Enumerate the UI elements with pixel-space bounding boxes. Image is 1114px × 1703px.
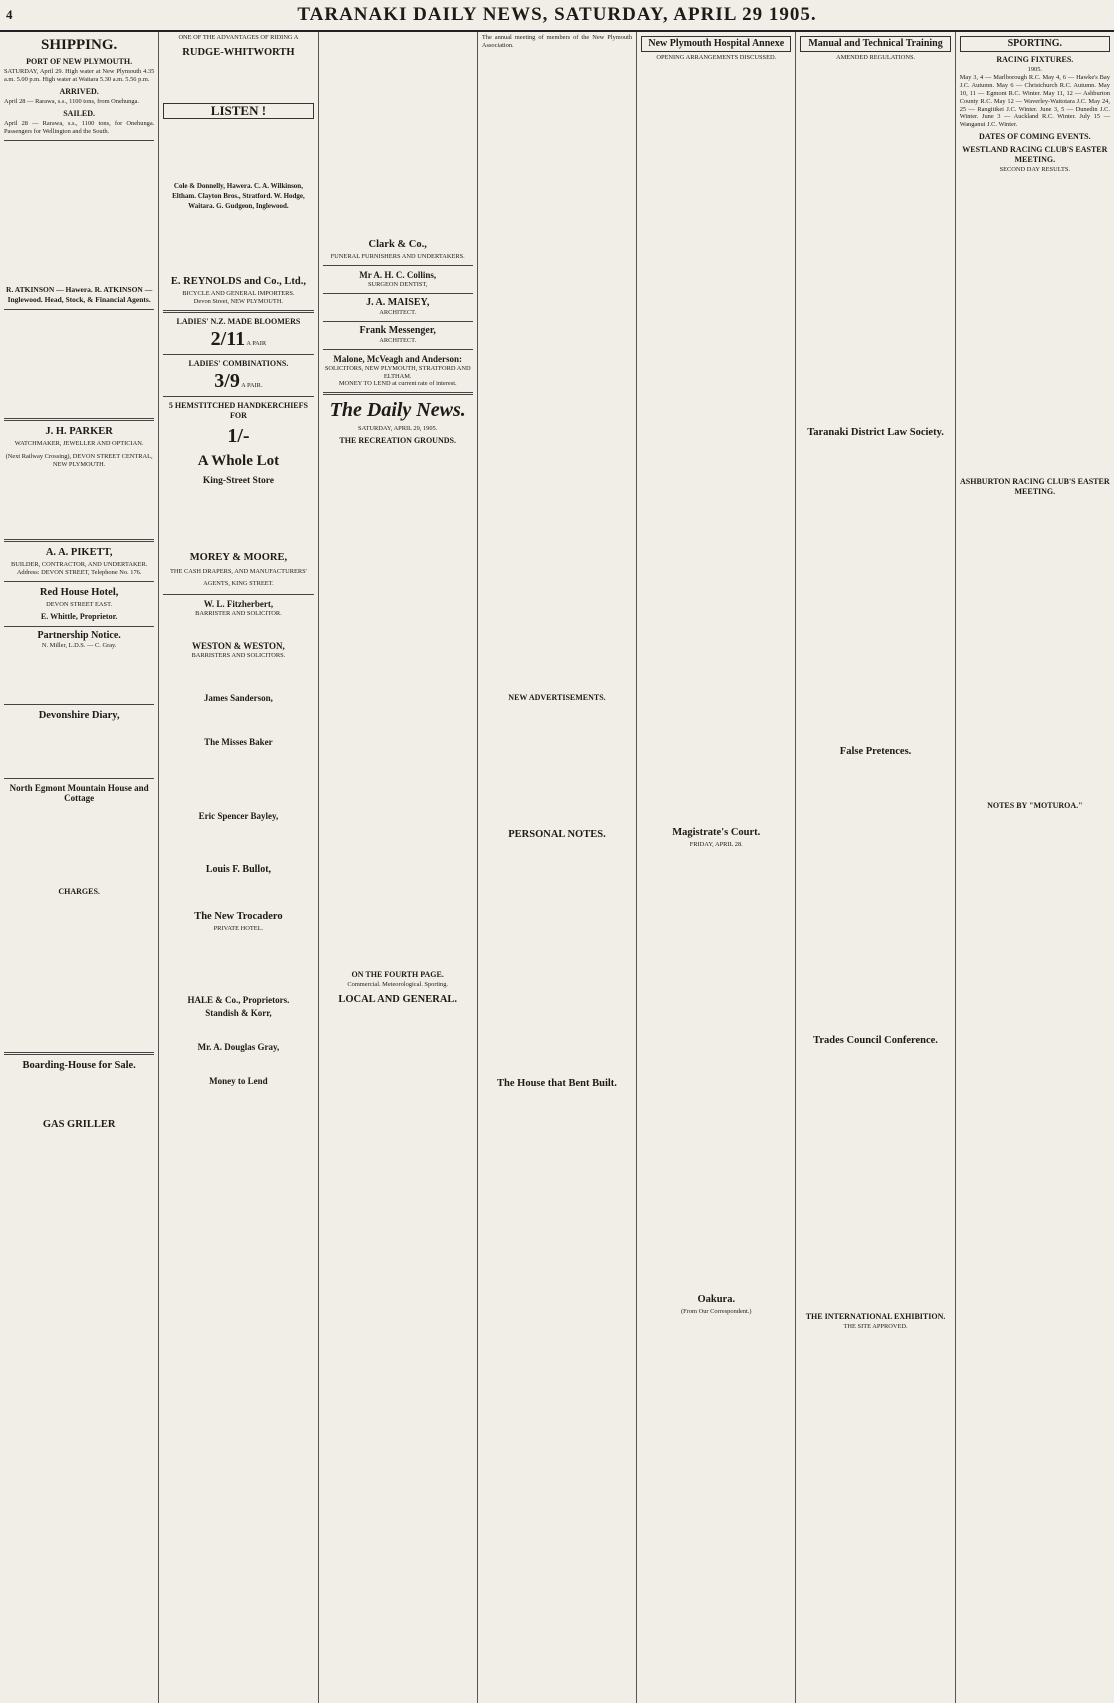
morey-heading: MOREY & MOORE, (189, 551, 288, 563)
sanderson-heading: James Sanderson, (203, 692, 273, 703)
divider (163, 310, 313, 313)
leader-heading: THE RECREATION GROUNDS. (339, 436, 456, 446)
pikett-subheading: BUILDER, CONTRACTOR, AND UNDERTAKER. (10, 561, 148, 569)
bloomers-price-unit: A PAIR (246, 339, 267, 347)
messenger-subheading: ARCHITECT. (379, 336, 417, 344)
divider (4, 704, 154, 705)
column-3 (319, 32, 478, 1703)
law-society-heading: Taranaki District Law Society. (807, 426, 944, 438)
new-advertisements-heading: NEW ADVERTISEMENTS. (508, 692, 606, 702)
messenger-heading: Frank Messenger, (359, 324, 436, 336)
parker-heading: J. H. PARKER (45, 425, 113, 437)
westland-subheading: SECOND DAY RESULTS. (999, 166, 1071, 174)
sporting-heading: SPORTING. (960, 36, 1110, 52)
column-5 (637, 32, 796, 1703)
hale-heading: HALE & Co., Proprietors. (187, 995, 290, 1006)
racing-fixtures-year: 1905. (1027, 66, 1043, 73)
divider (4, 626, 154, 627)
notes-heading: NOTES BY "MOTUROA." (987, 801, 1083, 811)
fitzherbert-subheading: BARRISTER AND SOLICITOR. (195, 609, 282, 617)
trades-council-heading: Trades Council Conference. (813, 1034, 938, 1046)
divider (323, 321, 473, 322)
rudge-heading: RUDGE-WHITWORTH (182, 46, 295, 58)
fourth-page-heading: ON THE FOURTH PAGE. (351, 970, 444, 980)
rudge-subheading: ONE OF THE ADVANTAGES OF RIDING A (178, 34, 299, 41)
partnership-names: N. Miller, L.D.S. — C. Gray. (41, 641, 117, 649)
paper-date: SATURDAY, APRIL 29, 1905. (358, 425, 438, 433)
magistrate-heading: Magistrate's Court. (672, 826, 761, 838)
trocadero-heading: The New Trocadero (194, 910, 283, 922)
handkerchiefs-price: 1/- (227, 424, 250, 447)
divider (323, 293, 473, 294)
money-to-lend-note: MONEY TO LEND at current rate of interest. (338, 380, 457, 388)
pikett-address: Address: DEVON STREET, Telephone No. 176. (16, 569, 142, 577)
divider (323, 349, 473, 350)
columns (0, 32, 1114, 1703)
whole-lot-heading: A Whole Lot (197, 452, 280, 469)
whittle-proprietor: E. Whittle, Proprietor. (40, 611, 118, 621)
parker-subheading: WATCHMAKER, JEWELLER AND OPTICIAN. (14, 439, 144, 447)
stock-agents: R. ATKINSON — Hawera. R. ATKINSON — Inglewood. Head, Stock, & Financial Agents. (6, 284, 153, 304)
bullot-heading: Louis F. Bullot, (205, 863, 272, 875)
boarding-heading: Boarding-House for Sale. (22, 1059, 136, 1071)
personal-notes-heading: PERSONAL NOTES. (508, 828, 606, 840)
trocadero-subheading: PRIVATE HOTEL. (213, 924, 264, 932)
divider (323, 265, 473, 266)
shipping-columns-text (4, 145, 154, 285)
manual-training-subheading: AMENDED REGULATIONS. (835, 54, 916, 61)
divider (4, 778, 154, 779)
theatre-note: The annual meeting of members of the New Plymouth Association. (481, 34, 633, 49)
westland-heading: WESTLAND RACING CLUB'S EASTER MEETING. (962, 145, 1108, 165)
reynolds-address: Devon Street, NEW PLYMOUTH. (193, 297, 284, 305)
paper-nameplate: The Daily News. (329, 399, 466, 422)
pikett-heading: A. A. PIKETT, (45, 547, 113, 559)
sailed-text: April 28 — Rarawa, s.s., 1100 tons, for Onehunga. Passengers for Wellington and the South. (4, 119, 155, 135)
house-bent-heading: The House that Bent Built. (497, 1077, 617, 1089)
clark-subheading: FUNERAL FURNISHERS AND UNDERTAKERS. (330, 253, 465, 260)
magistrate-date: FRIDAY, APRIL 28. (689, 840, 743, 848)
collins-subheading: SURGEON DENTIST, (367, 280, 428, 288)
collins-heading: Mr A. H. C. Collins, (359, 269, 437, 280)
column-4 (478, 32, 637, 1703)
malone-subheading: SOLICITORS, NEW PLYMOUTH, STRATFORD AND ELTHAM. (324, 364, 471, 380)
hospital-subheading: OPENING ARRANGEMENTS DISCUSSED. (656, 54, 777, 61)
combinations-price-unit: A PAIR. (241, 381, 263, 389)
king-street-store: King-Street Store (202, 475, 274, 486)
standish-heading: Standish & Korr, (205, 1008, 272, 1019)
newspaper-title: TARANAKI DAILY NEWS, SATURDAY, APRIL 29 1905. (297, 4, 817, 25)
oakura-heading: Oakura. (697, 1293, 736, 1305)
column-2 (159, 32, 318, 1703)
exhibition-heading: THE INTERNATIONAL EXHIBITION. (805, 1311, 946, 1321)
page-number: 4 (6, 7, 14, 22)
false-pretences-heading: False Pretences. (839, 745, 912, 757)
handkerchiefs-label: 5 HEMSTITCHED HANDKERCHIEFS FOR (168, 400, 308, 420)
arrived-text: April 28 — Rarawa, s.s., 1100 tons, from Onehunga. (4, 97, 140, 105)
divider (323, 392, 473, 395)
fourth-page-items: Commercial. Meteorological. Sporting. (347, 981, 449, 989)
clark-heading: Clark & Co., (368, 239, 427, 250)
fitzherbert-heading: W. L. Fitzherbert, (203, 598, 274, 609)
exhibition-subheading: THE SITE APPROVED. (843, 1322, 908, 1330)
maisey-heading: J. A. MAISEY, (366, 296, 430, 308)
gas-griller-heading: GAS GRILLER (42, 1118, 116, 1130)
divider (163, 396, 313, 397)
sailed-heading: SAILED. (63, 108, 96, 118)
bloomers-label: LADIES' N.Z. MADE BLOOMERS (176, 316, 301, 326)
manual-training-heading: Manual and Technical Training (800, 36, 950, 52)
reynolds-subheading: BICYCLE AND GENERAL IMPORTERS. (182, 289, 295, 297)
tide-table: SATURDAY, April 29. High water at New Plymouth 4.35 a.m. 5.00 p.m. High water at Waitara 5.30 a.m. 5.56 p.m. (4, 68, 155, 83)
racing-fixtures-heading: RACING FIXTURES. (996, 55, 1074, 64)
gray-heading: Mr. A. Douglas Gray, (197, 1042, 280, 1053)
morey-subheading: THE CASH DRAPERS, AND MANUFACTURERS' AGENTS, KING STREET. (169, 567, 307, 587)
racing-fixtures-list: May 3, 4 — Marlborough R.C. May 4, 6 — Hawke's Bay J.C. Autumn. May 6 — Christchurch R.C. Autumn. May 10, 11 — Egmont R.C. Winter. May 11, 12 — Ashburton County R.C. May 12 — Waverley-Waitotara J.C. May 24, 25 — Rangitikei J.C. Winter. June 3, 5 — Dunedin J.C. Winter. June 3 — Auckland R.C. Winter. July 15 — Wanganui J.C. Winter. (959, 73, 1110, 129)
devonshire-heading: Devonshire Diary, (38, 709, 120, 721)
ashburton-heading: ASHBURTON RACING CLUB'S EASTER MEETING. (960, 477, 1110, 497)
arrived-heading: ARRIVED. (59, 86, 99, 96)
column-1 (0, 32, 159, 1703)
bayley-heading: Eric Spencer Bayley, (198, 810, 279, 821)
divider (163, 354, 313, 355)
redhouse-heading: Red House Hotel, (39, 587, 119, 599)
maisey-subheading: ARCHITECT. (379, 308, 417, 316)
divider (4, 140, 154, 141)
local-general-heading: LOCAL AND GENERAL. (338, 994, 458, 1006)
listen-heading: LISTEN ! (163, 103, 313, 119)
column-6 (796, 32, 955, 1703)
egmont-heading: North Egmont Mountain House and Cottage (9, 782, 149, 803)
divider (4, 581, 154, 582)
masthead (0, 0, 1114, 32)
divider (4, 1052, 154, 1055)
charges-heading: CHARGES. (58, 886, 100, 896)
malone-heading: Malone, McVeagh and Anderson: (333, 353, 463, 364)
column-7 (956, 32, 1114, 1703)
divider (4, 309, 154, 310)
hospital-heading: New Plymouth Hospital Annexe (641, 36, 791, 52)
reynolds-heading: E. REYNOLDS and Co., Ltd., (170, 275, 306, 287)
bloomers-price: 2/11 (210, 327, 246, 350)
weston-subheading: BARRISTERS AND SOLICITORS. (191, 651, 286, 659)
redhouse-subheading: DEVON STREET EAST. (46, 601, 113, 609)
divider (4, 539, 154, 542)
shipping-subheading: PORT OF NEW PLYMOUTH. (26, 57, 133, 66)
partnership-heading: Partnership Notice. (37, 629, 121, 641)
parker-address: (Next Railway Crossing), DEVON STREET CENTRAL, NEW PLYMOUTH. (5, 453, 153, 469)
combinations-price: 3/9 (214, 369, 240, 392)
divider (4, 418, 154, 421)
dates-heading: DATES OF COMING EVENTS. (979, 132, 1091, 142)
shipping-heading: SHIPPING. (41, 37, 118, 53)
oakura-subheading: (From Our Correspondent.) (681, 1307, 752, 1315)
combinations-label: LADIES' COMBINATIONS. (188, 358, 289, 368)
weston-heading: WESTON & WESTON, (192, 640, 285, 651)
divider (163, 594, 313, 595)
agent-list: Cole & Donnelly, Hawera. C. A. Wilkinson, Eltham. Clayton Bros., Stratford. W. Hodge, Waitara. G. Gudgeon, Inglewood. (172, 181, 305, 210)
money-heading: Money to Lend (209, 1076, 268, 1087)
misses-baker-heading: The Misses Baker (204, 736, 273, 747)
